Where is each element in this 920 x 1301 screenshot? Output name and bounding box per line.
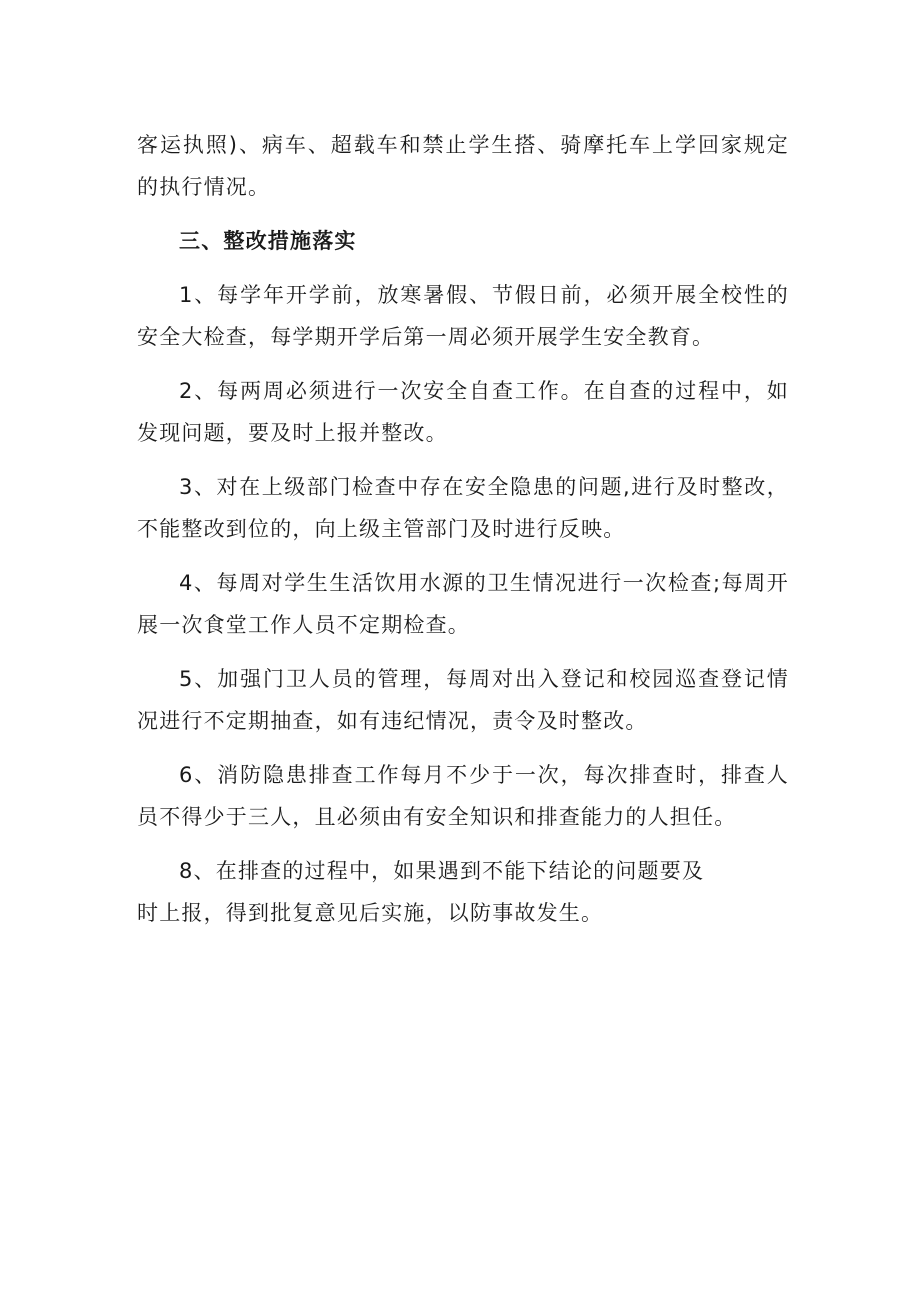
list-item	[137, 850, 789, 892]
list-item: 1、每学年开学前，放寒暑假、节假日前，必须开展全校性的安全大检查，每学期开学后第一周必须开展学生安全教育。	[137, 283, 789, 349]
item-8-line-1: 8、在排查的过程中，如果遇到不能下结论的问题要及	[179, 859, 705, 883]
list-item: 3、对在上级部门检查中存在安全隐患的问题,进行及时整改，不能整改到位的，向上级主管部门及时进行反映。	[137, 475, 789, 541]
list-item: 4、每周对学生生活饮用水源的卫生情况进行一次检查;每周开展一次食堂工作人员不定期检查。	[137, 571, 789, 637]
document-body	[137, 124, 789, 946]
section-heading: 三、整改措施落实	[179, 229, 357, 253]
list-item: 2、每两周必须进行一次安全自查工作。在自查的过程中，如发现问题，要及时上报并整改。	[137, 379, 789, 445]
list-item: 5、加强门卫人员的管理，每周对出入登记和校园巡查登记情况进行不定期抽查，如有违纪情况，责令及时整改。	[137, 667, 789, 733]
list-item: 6、消防隐患排查工作每月不少于一次，每次排查时，排查人员不得少于三人，且必须由有安全知识和排查能力的人担任。	[137, 763, 789, 829]
item-8-line-2: 时上报，得到批复意见后实施，以防事故发生。	[137, 901, 604, 925]
list-item-continuation	[137, 892, 789, 934]
continuation-paragraph: 客运执照)、病车、超载车和禁止学生搭、骑摩托车上学回家规定的执行情况。	[137, 133, 789, 199]
